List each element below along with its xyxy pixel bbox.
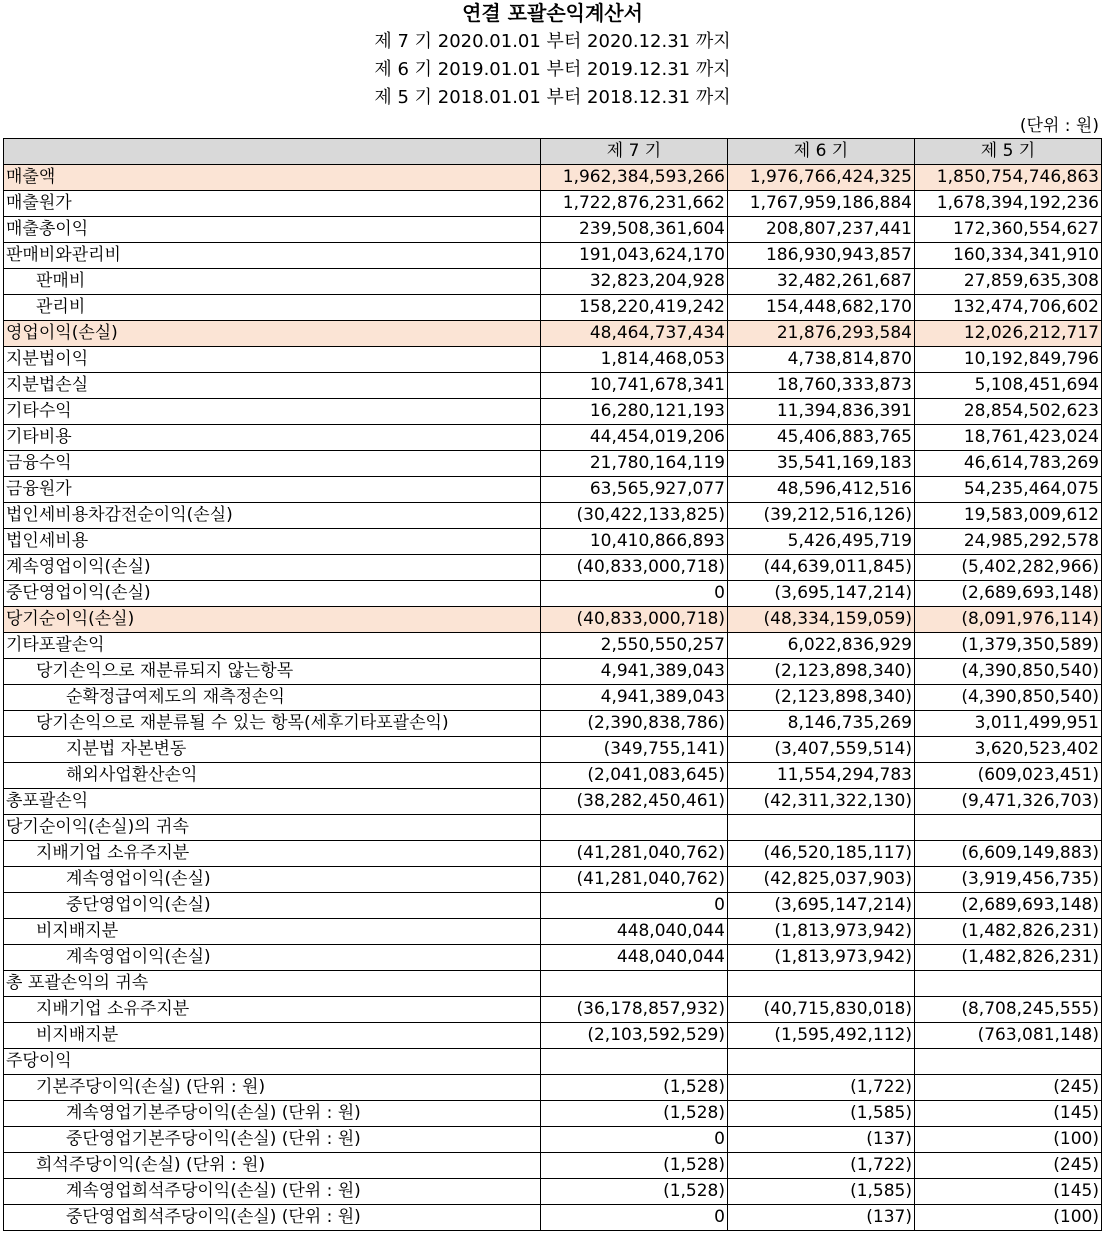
header-account: [4, 139, 541, 165]
value-period-7: 191,043,624,170: [541, 243, 728, 269]
table-row: [4, 399, 1102, 425]
value-period-7: 44,454,019,206: [541, 425, 728, 451]
value-period-7: (1,528): [541, 1153, 728, 1179]
account-label: 판매비와관리비: [4, 243, 541, 269]
table-row: [4, 425, 1102, 451]
value-period-6: (1,585): [728, 1179, 915, 1205]
value-period-7: 32,823,204,928: [541, 269, 728, 295]
table-row: [4, 971, 1102, 997]
table-row: [4, 373, 1102, 399]
income-statement-table: [3, 138, 1102, 1231]
account-label: 중단영업희석주당이익(손실) (단위 : 원): [4, 1205, 541, 1231]
table-row: [4, 763, 1102, 789]
account-label: 비지배지분: [4, 919, 541, 945]
account-label: 해외사업환산손익: [4, 763, 541, 789]
value-period-7: (36,178,857,932): [541, 997, 728, 1023]
value-period-6: 32,482,261,687: [728, 269, 915, 295]
account-label: 계속영업이익(손실): [4, 945, 541, 971]
table-row: [4, 685, 1102, 711]
account-label: 중단영업이익(손실): [4, 581, 541, 607]
value-period-7: (349,755,141): [541, 737, 728, 763]
value-period-7: 16,280,121,193: [541, 399, 728, 425]
value-period-6: (2,123,898,340): [728, 685, 915, 711]
value-period-6: 48,596,412,516: [728, 477, 915, 503]
value-period-6: 4,738,814,870: [728, 347, 915, 373]
table-row: [4, 477, 1102, 503]
value-period-6: (1,813,973,942): [728, 945, 915, 971]
value-period-5: (2,689,693,148): [915, 581, 1102, 607]
table-row: [4, 607, 1102, 633]
account-label: 당기손익으로 재분류되지 않는항목: [4, 659, 541, 685]
value-period-6: (1,813,973,942): [728, 919, 915, 945]
value-period-7: (38,282,450,461): [541, 789, 728, 815]
value-period-7: 1,962,384,593,266: [541, 165, 728, 191]
value-period-5: (4,390,850,540): [915, 685, 1102, 711]
value-period-6: 11,554,294,783: [728, 763, 915, 789]
value-period-5: 5,108,451,694: [915, 373, 1102, 399]
account-label: 순확정급여제도의 재측정손익: [4, 685, 541, 711]
table-row: [4, 659, 1102, 685]
account-label: 기타비용: [4, 425, 541, 451]
value-period-6: (1,722): [728, 1075, 915, 1101]
value-period-7: 0: [541, 581, 728, 607]
period-line-7: 제 7 기 2020.01.01 부터 2020.12.31 까지: [374, 31, 731, 52]
value-period-5: [915, 815, 1102, 841]
statement-body: [4, 139, 1102, 1231]
account-label: 희석주당이익(손실) (단위 : 원): [4, 1153, 541, 1179]
table-row: [4, 347, 1102, 373]
value-period-7: (40,833,000,718): [541, 555, 728, 581]
table-row: [4, 841, 1102, 867]
table-row: [4, 191, 1102, 217]
table-row: [4, 1101, 1102, 1127]
value-period-6: (39,212,516,126): [728, 503, 915, 529]
header-period-5: 제 5 기: [915, 139, 1102, 165]
account-label: 법인세비용차감전순이익(손실): [4, 503, 541, 529]
account-label: 총 포괄손익의 귀속: [4, 971, 541, 997]
table-row: [4, 1179, 1102, 1205]
table-row: [4, 711, 1102, 737]
account-label: 기타수익: [4, 399, 541, 425]
value-period-7: 21,780,164,119: [541, 451, 728, 477]
value-period-7: (2,041,083,645): [541, 763, 728, 789]
value-period-5: (8,091,976,114): [915, 607, 1102, 633]
value-period-5: 172,360,554,627: [915, 217, 1102, 243]
value-period-5: 3,620,523,402: [915, 737, 1102, 763]
account-label: 계속영업이익(손실): [4, 555, 541, 581]
value-period-7: (2,390,838,786): [541, 711, 728, 737]
table-row: [4, 737, 1102, 763]
value-period-5: 160,334,341,910: [915, 243, 1102, 269]
value-period-7: 158,220,419,242: [541, 295, 728, 321]
value-period-6: (3,407,559,514): [728, 737, 915, 763]
value-period-6: 11,394,836,391: [728, 399, 915, 425]
table-row: [4, 581, 1102, 607]
value-period-7: 239,508,361,604: [541, 217, 728, 243]
period-line-5: 제 5 기 2018.01.01 부터 2018.12.31 까지: [374, 87, 731, 108]
account-label: 금융원가: [4, 477, 541, 503]
value-period-6: 154,448,682,170: [728, 295, 915, 321]
value-period-6: 18,760,333,873: [728, 373, 915, 399]
table-row: [4, 997, 1102, 1023]
value-period-5: (609,023,451): [915, 763, 1102, 789]
account-label: 지분법이익: [4, 347, 541, 373]
value-period-5: 3,011,499,951: [915, 711, 1102, 737]
table-row: [4, 919, 1102, 945]
value-period-5: (1,482,826,231): [915, 919, 1102, 945]
value-period-5: (5,402,282,966): [915, 555, 1102, 581]
value-period-6: (46,520,185,117): [728, 841, 915, 867]
table-row: [4, 633, 1102, 659]
value-period-7: (1,528): [541, 1179, 728, 1205]
value-period-6: 35,541,169,183: [728, 451, 915, 477]
value-period-7: [541, 815, 728, 841]
value-period-5: (4,390,850,540): [915, 659, 1102, 685]
value-period-6: [728, 815, 915, 841]
period-line-6: 제 6 기 2019.01.01 부터 2019.12.31 까지: [374, 59, 731, 80]
account-label: 영업이익(손실): [4, 321, 541, 347]
table-row: [4, 1049, 1102, 1075]
value-period-7: 448,040,044: [541, 919, 728, 945]
account-label: 중단영업이익(손실): [4, 893, 541, 919]
account-label: 계속영업이익(손실): [4, 867, 541, 893]
header-period-7: 제 7 기: [541, 139, 728, 165]
value-period-6: (44,639,011,845): [728, 555, 915, 581]
table-row: [4, 295, 1102, 321]
account-label: 지배기업 소유주지분: [4, 841, 541, 867]
value-period-7: 4,941,389,043: [541, 659, 728, 685]
table-row: [4, 1205, 1102, 1231]
value-period-6: (40,715,830,018): [728, 997, 915, 1023]
account-label: 금융수익: [4, 451, 541, 477]
value-period-5: (145): [915, 1101, 1102, 1127]
value-period-7: 10,741,678,341: [541, 373, 728, 399]
value-period-7: 448,040,044: [541, 945, 728, 971]
account-label: 지분법손실: [4, 373, 541, 399]
table-row: [4, 815, 1102, 841]
value-period-7: 0: [541, 1205, 728, 1231]
value-period-5: (8,708,245,555): [915, 997, 1102, 1023]
account-label: 매출총이익: [4, 217, 541, 243]
value-period-5: (9,471,326,703): [915, 789, 1102, 815]
value-period-5: (100): [915, 1205, 1102, 1231]
account-label: 계속영업기본주당이익(손실) (단위 : 원): [4, 1101, 541, 1127]
value-period-6: 1,767,959,186,884: [728, 191, 915, 217]
value-period-5: 54,235,464,075: [915, 477, 1102, 503]
value-period-6: 1,976,766,424,325: [728, 165, 915, 191]
table-row: [4, 893, 1102, 919]
account-label: 당기순이익(손실): [4, 607, 541, 633]
value-period-6: (42,311,322,130): [728, 789, 915, 815]
value-period-7: (30,422,133,825): [541, 503, 728, 529]
value-period-7: 2,550,550,257: [541, 633, 728, 659]
table-row: [4, 1075, 1102, 1101]
value-period-7: 0: [541, 1127, 728, 1153]
table-row: [4, 243, 1102, 269]
value-period-5: (145): [915, 1179, 1102, 1205]
value-period-7: 10,410,866,893: [541, 529, 728, 555]
value-period-5: 10,192,849,796: [915, 347, 1102, 373]
value-period-5: 46,614,783,269: [915, 451, 1102, 477]
value-period-7: 0: [541, 893, 728, 919]
value-period-6: (1,722): [728, 1153, 915, 1179]
value-period-7: (1,528): [541, 1075, 728, 1101]
account-label: 지배기업 소유주지분: [4, 997, 541, 1023]
table-row: [4, 217, 1102, 243]
value-period-7: [541, 971, 728, 997]
account-label: 당기순이익(손실)의 귀속: [4, 815, 541, 841]
account-label: 기본주당이익(손실) (단위 : 원): [4, 1075, 541, 1101]
value-period-7: 4,941,389,043: [541, 685, 728, 711]
account-label: 당기손익으로 재분류될 수 있는 항목(세후기타포괄손익): [4, 711, 541, 737]
value-period-7: (41,281,040,762): [541, 867, 728, 893]
value-period-6: 45,406,883,765: [728, 425, 915, 451]
table-row: [4, 1127, 1102, 1153]
table-row: [4, 945, 1102, 971]
value-period-6: 5,426,495,719: [728, 529, 915, 555]
value-period-5: (763,081,148): [915, 1023, 1102, 1049]
table-row: [4, 529, 1102, 555]
value-period-5: [915, 971, 1102, 997]
value-period-6: (137): [728, 1205, 915, 1231]
value-period-6: (1,595,492,112): [728, 1023, 915, 1049]
value-period-6: [728, 1049, 915, 1075]
account-label: 비지배지분: [4, 1023, 541, 1049]
value-period-7: (40,833,000,718): [541, 607, 728, 633]
table-row: [4, 503, 1102, 529]
value-period-5: (100): [915, 1127, 1102, 1153]
value-period-6: (137): [728, 1127, 915, 1153]
value-period-6: (3,695,147,214): [728, 893, 915, 919]
account-label: 기타포괄손익: [4, 633, 541, 659]
value-period-5: (2,689,693,148): [915, 893, 1102, 919]
value-period-6: 21,876,293,584: [728, 321, 915, 347]
value-period-7: (41,281,040,762): [541, 841, 728, 867]
account-label: 지분법 자본변동: [4, 737, 541, 763]
value-period-6: 208,807,237,441: [728, 217, 915, 243]
value-period-5: 19,583,009,612: [915, 503, 1102, 529]
account-label: 매출액: [4, 165, 541, 191]
value-period-6: (42,825,037,903): [728, 867, 915, 893]
value-period-6: (2,123,898,340): [728, 659, 915, 685]
account-label: 관리비: [4, 295, 541, 321]
value-period-5: 1,678,394,192,236: [915, 191, 1102, 217]
account-label: 주당이익: [4, 1049, 541, 1075]
value-period-6: 8,146,735,269: [728, 711, 915, 737]
value-period-7: (2,103,592,529): [541, 1023, 728, 1049]
header-period-6: 제 6 기: [728, 139, 915, 165]
value-period-5: (3,919,456,735): [915, 867, 1102, 893]
value-period-7: 48,464,737,434: [541, 321, 728, 347]
value-period-6: (48,334,159,059): [728, 607, 915, 633]
account-label: 중단영업기본주당이익(손실) (단위 : 원): [4, 1127, 541, 1153]
table-row: [4, 789, 1102, 815]
value-period-5: 1,850,754,746,863: [915, 165, 1102, 191]
value-period-5: (245): [915, 1153, 1102, 1179]
value-period-5: 24,985,292,578: [915, 529, 1102, 555]
table-row: [4, 555, 1102, 581]
value-period-5: (1,482,826,231): [915, 945, 1102, 971]
table-row: [4, 1153, 1102, 1179]
value-period-5: 28,854,502,623: [915, 399, 1102, 425]
table-row: [4, 321, 1102, 347]
value-period-5: 12,026,212,717: [915, 321, 1102, 347]
account-label: 계속영업희석주당이익(손실) (단위 : 원): [4, 1179, 541, 1205]
value-period-6: [728, 971, 915, 997]
header-row: [4, 139, 1102, 165]
account-label: 법인세비용: [4, 529, 541, 555]
value-period-7: (1,528): [541, 1101, 728, 1127]
table-row: [4, 269, 1102, 295]
table-row: [4, 451, 1102, 477]
table-row: [4, 867, 1102, 893]
statement-title: 연결 포괄손익계산서: [462, 1, 643, 25]
value-period-5: 18,761,423,024: [915, 425, 1102, 451]
account-label: 판매비: [4, 269, 541, 295]
value-period-5: (1,379,350,589): [915, 633, 1102, 659]
value-period-5: (6,609,149,883): [915, 841, 1102, 867]
unit-label: (단위 : 원): [1019, 116, 1099, 136]
value-period-5: [915, 1049, 1102, 1075]
value-period-7: 1,814,468,053: [541, 347, 728, 373]
value-period-5: 132,474,706,602: [915, 295, 1102, 321]
value-period-6: (1,585): [728, 1101, 915, 1127]
value-period-7: 1,722,876,231,662: [541, 191, 728, 217]
account-label: 매출원가: [4, 191, 541, 217]
table-row: [4, 165, 1102, 191]
value-period-5: (245): [915, 1075, 1102, 1101]
value-period-7: 63,565,927,077: [541, 477, 728, 503]
value-period-7: [541, 1049, 728, 1075]
value-period-6: 6,022,836,929: [728, 633, 915, 659]
value-period-6: (3,695,147,214): [728, 581, 915, 607]
value-period-5: 27,859,635,308: [915, 269, 1102, 295]
table-row: [4, 1023, 1102, 1049]
value-period-6: 186,930,943,857: [728, 243, 915, 269]
account-label: 총포괄손익: [4, 789, 541, 815]
